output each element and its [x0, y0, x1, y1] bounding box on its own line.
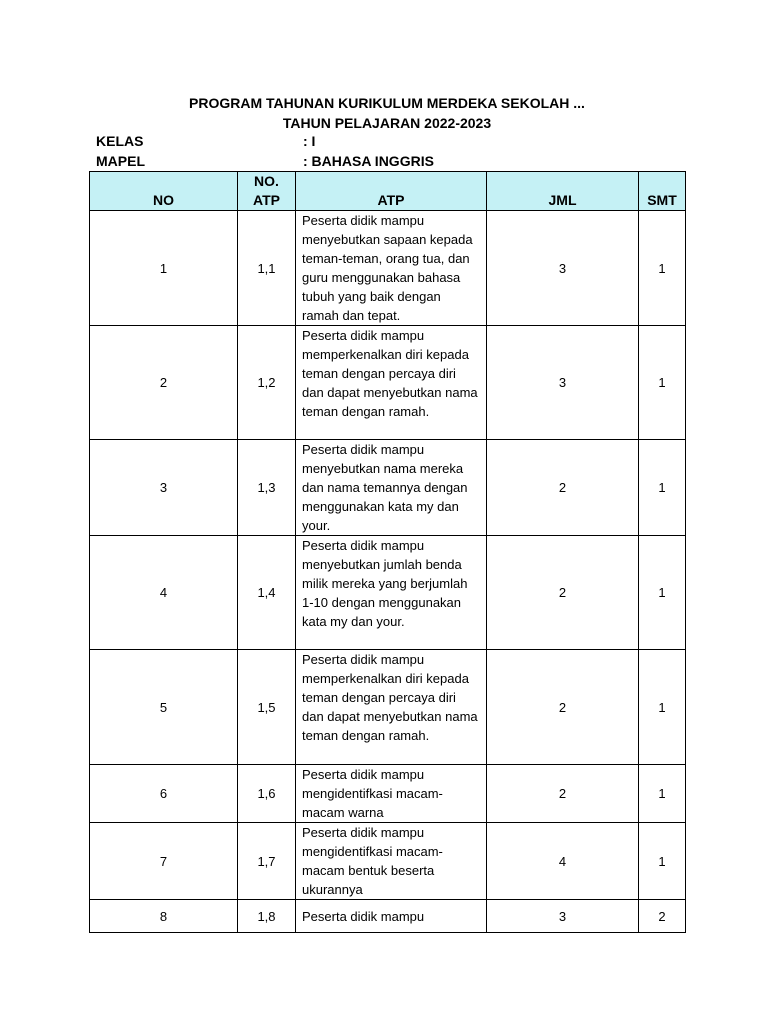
header-no-atp [238, 172, 296, 211]
header-jml: JML [487, 172, 639, 211]
cell-smt: 1 [639, 823, 686, 900]
cell-smt: 1 [639, 765, 686, 823]
cell-atp: Peserta didik mampu [296, 900, 487, 933]
cell-no-atp: 1,2 [238, 326, 296, 440]
header-no: NO [90, 172, 238, 211]
cell-jml: 3 [487, 326, 639, 440]
table-row [90, 440, 686, 536]
cell-smt: 1 [639, 650, 686, 765]
header-no-atp-line2: ATP [253, 192, 280, 208]
cell-jml: 4 [487, 823, 639, 900]
cell-jml: 3 [487, 900, 639, 933]
cell-jml: 2 [487, 765, 639, 823]
header-atp: ATP [296, 172, 487, 211]
cell-no: 5 [90, 650, 238, 765]
cell-atp: Peserta didik mampu mengidentifkasi macam-macam bentuk beserta ukurannya [296, 823, 487, 900]
cell-smt: 1 [639, 440, 686, 536]
cell-jml: 3 [487, 211, 639, 326]
cell-no-atp: 1,7 [238, 823, 296, 900]
table-row [90, 765, 686, 823]
cell-atp: Peserta didik mampu memperkenalkan diri kepada teman dengan percaya diri dan dapat menyebutkan nama teman dengan ramah. [296, 326, 487, 440]
cell-no-atp: 1,6 [238, 765, 296, 823]
cell-atp: Peserta didik mampu memperkenalkan diri kepada teman dengan percaya diri dan dapat menyebutkan nama teman dengan ramah. [296, 650, 487, 765]
program-table [89, 171, 686, 933]
table-row [90, 823, 686, 900]
cell-atp: Peserta didik mampu menyebutkan nama mereka dan nama temannya dengan menggunakan kata my dan your. [296, 440, 487, 536]
cell-no-atp: 1,1 [238, 211, 296, 326]
kelas-label: KELAS [96, 133, 144, 149]
cell-jml: 2 [487, 440, 639, 536]
mapel-value: : BAHASA INGGRIS [303, 153, 434, 169]
cell-no: 4 [90, 536, 238, 650]
mapel-label: MAPEL [96, 153, 145, 169]
kelas-value: : I [303, 133, 316, 149]
cell-atp: Peserta didik mampu menyebutkan jumlah benda milik mereka yang berjumlah 1-10 dengan menggunakan kata my dan your. [296, 536, 487, 650]
header-no-atp-line1: NO. [254, 173, 279, 189]
cell-no: 6 [90, 765, 238, 823]
table-row [90, 211, 686, 326]
table-row [90, 326, 686, 440]
header-smt: SMT [639, 172, 686, 211]
cell-jml: 2 [487, 650, 639, 765]
cell-smt: 1 [639, 326, 686, 440]
cell-no-atp: 1,5 [238, 650, 296, 765]
cell-no: 2 [90, 326, 238, 440]
document-subtitle: TAHUN PELAJARAN 2022-2023 [282, 115, 492, 131]
cell-smt: 1 [639, 536, 686, 650]
cell-no-atp: 1,8 [238, 900, 296, 933]
cell-smt: 2 [639, 900, 686, 933]
cell-no: 1 [90, 211, 238, 326]
table-row [90, 650, 686, 765]
table-header-row [90, 172, 686, 211]
cell-jml: 2 [487, 536, 639, 650]
cell-no: 3 [90, 440, 238, 536]
cell-smt: 1 [639, 211, 686, 326]
cell-no-atp: 1,3 [238, 440, 296, 536]
cell-no-atp: 1,4 [238, 536, 296, 650]
cell-no: 8 [90, 900, 238, 933]
cell-atp: Peserta didik mampu menyebutkan sapaan kepada teman-teman, orang tua, dan guru menggunakan bahasa tubuh yang baik dengan ramah dan tepat. [296, 211, 487, 326]
document-title: PROGRAM TAHUNAN KURIKULUM MERDEKA SEKOLAH ... [189, 95, 585, 111]
table-row [90, 900, 686, 933]
cell-no: 7 [90, 823, 238, 900]
table-row [90, 536, 686, 650]
cell-atp: Peserta didik mampu mengidentifkasi macam-macam warna [296, 765, 487, 823]
